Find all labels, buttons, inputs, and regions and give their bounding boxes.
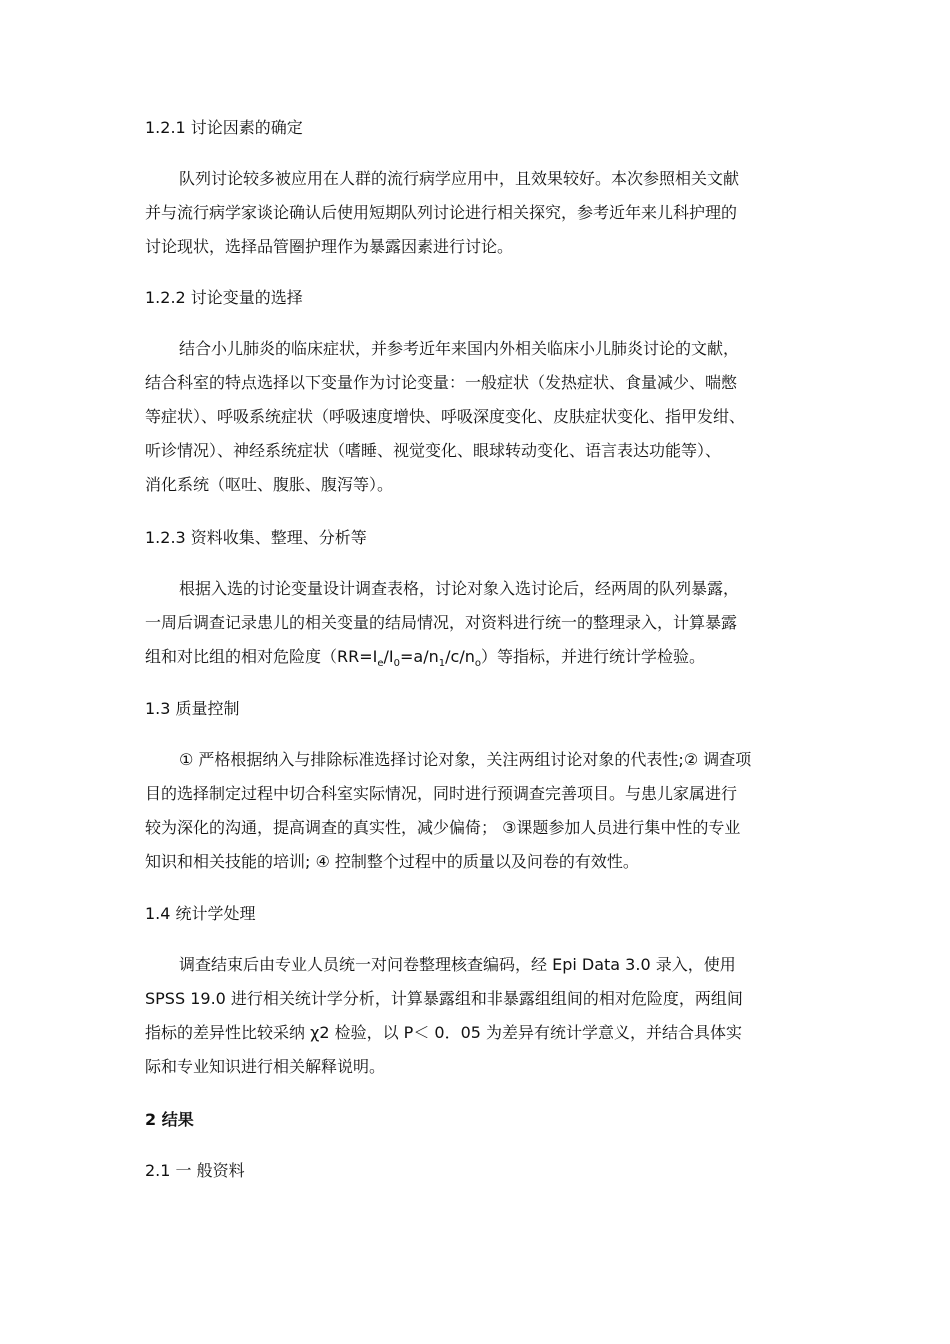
paragraph-line: 指标的差异性比较采纳 χ2 检验，以 P＜ 0．05 为差异有统计学意义，并结合具体实 [145,1023,743,1042]
paragraph-line: 较为深化的沟通，提高调查的真实性，减少偏倚； ③课题参加人员进行集中性的专业 [145,818,741,837]
section-heading-2: 2 结果 [145,1110,194,1129]
paragraph-line: 调查结束后由专业人员统一对问卷整理核查编码，经 Epi Data 3.0 录入，使用 [179,955,736,974]
paragraph-line: 等症状）、呼吸系统症状（呼吸速度增快、呼吸深度变化、皮肤症状变化、指甲发绀、 [145,407,746,426]
subscript-1: 1 [438,658,446,670]
paragraph-line: ① 严格根据纳入与排除标准选择讨论对象，关注两组讨论对象的代表性;② 调查项 [179,750,752,769]
paragraph-line: 知识和相关技能的培训; ④ 控制整个过程中的质量以及问卷的有效性。 [145,852,639,871]
paragraph-line: 听诊情况）、神经系统症状（嗜睡、视觉变化、眼球转动变化、语言表达功能等）、 [145,441,722,460]
subscript-e: e [377,658,384,670]
subscript-0: 0 [393,658,401,670]
paragraph-line: 目的选择制定过程中切合科室实际情况，同时进行预调查完善项目。与患儿家属进行 [145,784,738,803]
section-heading-2-1: 2.1 一 般资料 [145,1161,245,1180]
paragraph-line: 并与流行病学家谈论确认后使用短期队列讨论进行相关探究，参考近年来儿科护理的 [145,203,738,222]
paragraph-line: 讨论现状，选择品管圈护理作为暴露因素进行讨论。 [145,237,514,256]
paragraph-line: SPSS 19.0 进行相关统计学分析，计算暴露组和非暴露组组间的相对危险度，两组间 [145,989,743,1008]
subscript-o: o [474,658,481,670]
section-heading-1-2-1: 1.2.1 讨论因素的确定 [145,118,303,137]
section-heading-1-4: 1.4 统计学处理 [145,904,256,923]
paragraph-line: 根据入选的讨论变量设计调查表格，讨论对象入选讨论后，经两周的队列暴露， [179,579,740,598]
section-heading-1-2-2: 1.2.2 讨论变量的选择 [145,288,303,307]
formula-prefix: 组和对比组的相对危险度（RR=I [145,647,378,666]
paragraph-line: 消化系统（呕吐、腹胀、腹泻等）。 [145,475,394,494]
formula-part: /I [383,647,394,666]
paragraph-line: 结合科室的特点选择以下变量作为讨论变量：一般症状（发热症状、食量减少、喘憋 [145,373,738,392]
paragraph-line: 际和专业知识进行相关解释说明。 [145,1057,386,1076]
formula-line [145,647,705,670]
formula-suffix: ）等指标，并进行统计学检验。 [480,647,705,666]
formula-part: /c/n [445,647,475,666]
paragraph-line: 结合小儿肺炎的临床症状，并参考近年来国内外相关临床小儿肺炎讨论的文献， [179,339,740,358]
section-heading-1-2-3: 1.2.3 资料收集、整理、分析等 [145,528,367,547]
paragraph-line: 一周后调查记录患儿的相关变量的结局情况，对资料进行统一的整理录入，计算暴露 [145,613,738,632]
paragraph-line: 队列讨论较多被应用在人群的流行病学应用中，且效果较好。本次参照相关文献 [179,169,740,188]
formula-part: =a/n [400,647,439,666]
section-heading-1-3: 1.3 质量控制 [145,699,240,718]
